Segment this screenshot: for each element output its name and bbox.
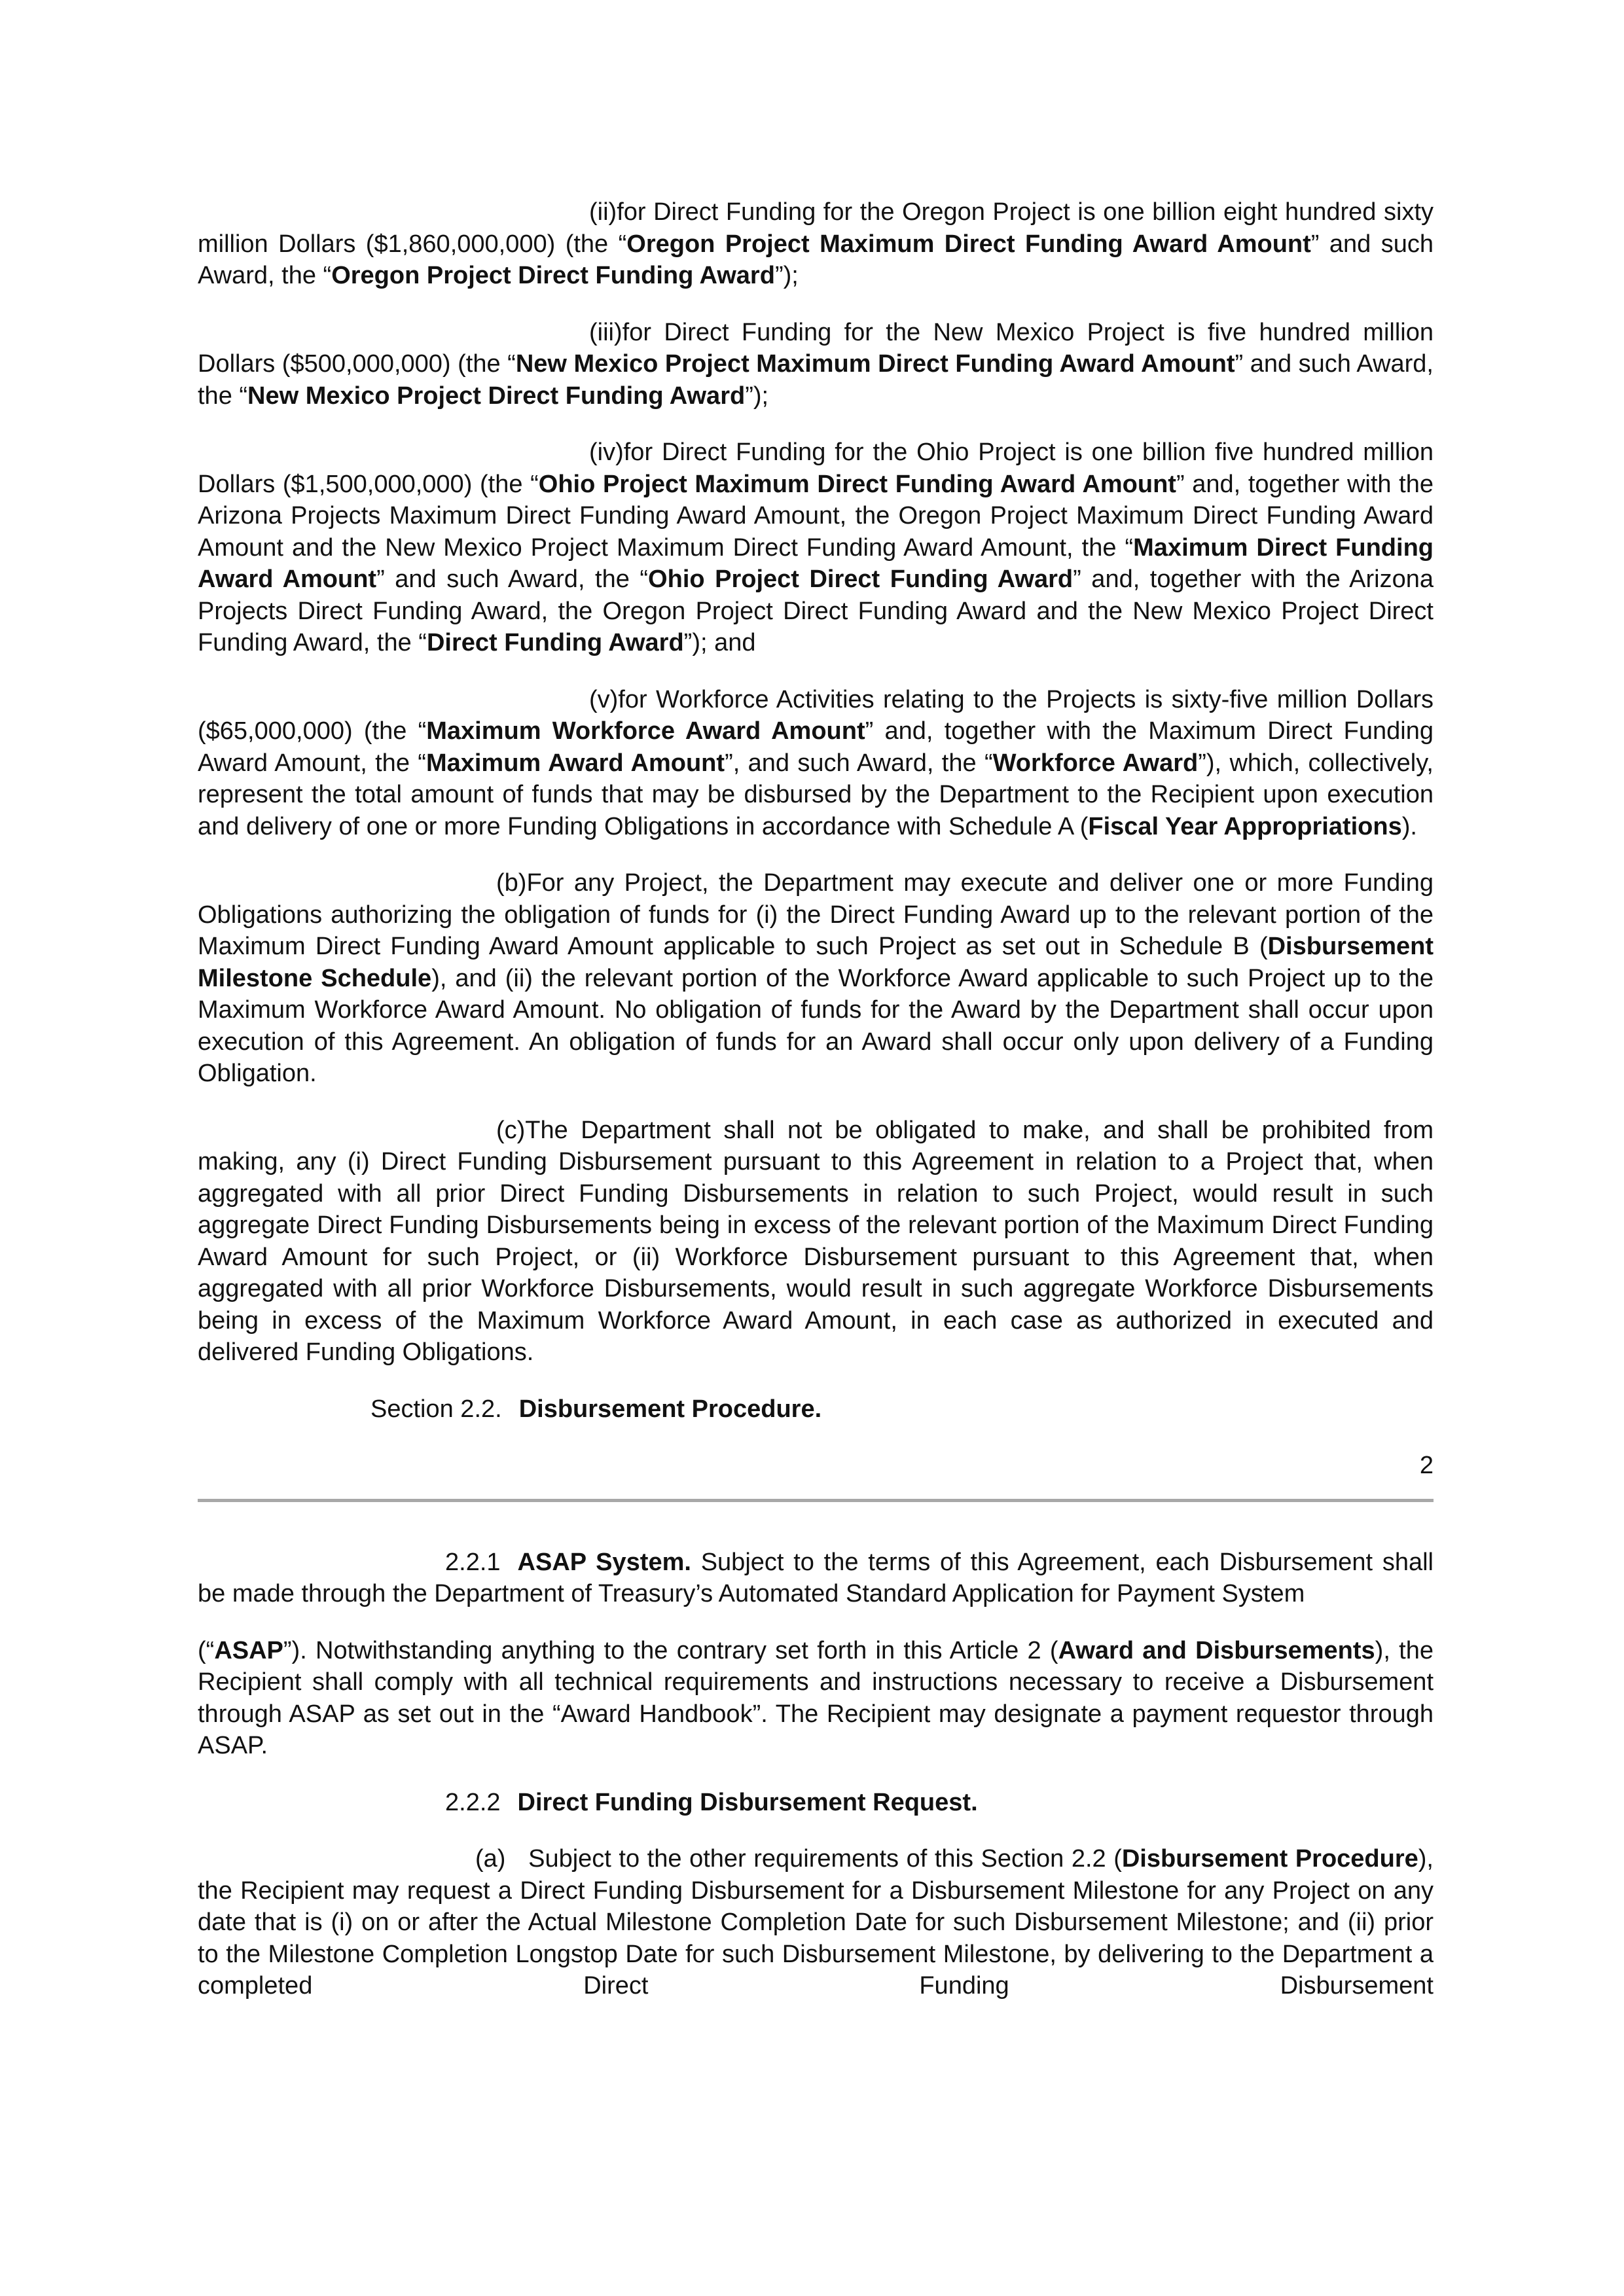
clause-text: (iii)for Direct Funding for the New Mexico Project is five hundred million Dollars ($500,000,000) (the “ xyxy=(198,318,1434,378)
clause-c-limits xyxy=(198,1115,1434,1369)
clause-text: (ii)for Direct Funding for the Oregon Project is one billion eight hundred sixty million Dollars ($1,860,000,000) (the “ xyxy=(198,198,1434,258)
clause-text: ”), which, collectively, represent the total amount of funds that may be disbursed by the Department to the Recipient upon execution and delivery of one or more Funding Obligations in accordance with Schedule A ( xyxy=(198,749,1434,840)
clause-text: ”). Notwithstanding anything to the contrary set forth in this Article 2 ( xyxy=(283,1636,1058,1664)
clause-text: (v)for Workforce Activities relating to the Projects is sixty-five million Dollars ($65,000,000) (the “ xyxy=(198,685,1434,745)
clause-text: (iv)for Direct Funding for the Ohio Project is one billion five hundred million Dollars ($1,500,000,000) (the “ xyxy=(198,439,1434,498)
page-number: 2 xyxy=(1419,1452,1434,1479)
subsection-heading-2-2-2 xyxy=(198,1787,1434,1819)
defined-term: Ohio Project Direct Funding Award xyxy=(648,565,1074,593)
clause-text: Subject to the terms of this Agreement, each Disbursement shall be made through the Department of Treasury’s Automated Standard Application for Payment System xyxy=(198,1548,1434,1607)
clause-text: ”); xyxy=(745,382,769,410)
clause-text: ), the Recipient may request a Direct Funding Disbursement for a Disbursement Milestone for any Project on any date that is (i) on or after the Actual Milestone Completion Date for such Disbursement Milestone; and (ii) prior to the Milestone Completion Longstop Date for such Disbursement Milestone, by delivering to the Department a completed Direct Funding Disbursement xyxy=(198,1845,1441,2000)
clause-text: ”); xyxy=(774,262,799,289)
defined-term: Maximum Workforce Award Amount xyxy=(426,717,865,745)
defined-term: New Mexico Project Direct Funding Award xyxy=(247,382,746,410)
clause-text: (c)The Department shall not be obligated to make, and shall be prohibited from making, any (i) Direct Funding Disbursement pursuant to this Agreement in relation to a Project that, when aggregated with all prior Direct Funding Disbursements in relation to such Project, would result in such aggregate Direct Funding Disbursements being in excess of the relevant portion of the Maximum Direct Funding Award Amount for such Project, or (ii) Workforce Disbursement pursuant to this Agreement that, when aggregated with all prior Workforce Disbursements, would result in such aggregate Workforce Disbursements being in excess of the Maximum Workforce Award Amount, in each case as authorized in executed and delivered Funding Obligations. xyxy=(198,1116,1434,1366)
clause-text: (a) Subject to the other requirements of this Section 2.2 ( xyxy=(475,1845,1122,1873)
defined-term: Oregon Project Maximum Direct Funding Award Amount xyxy=(626,230,1311,258)
page-divider xyxy=(198,1499,1434,1502)
section-heading xyxy=(198,1393,1434,1426)
clause-text: ” and such Award, the “ xyxy=(198,350,1434,410)
subsection-title: Direct Funding Disbursement Request. xyxy=(517,1788,978,1816)
clause-a-disbursement-request xyxy=(198,1843,1441,2002)
clause-text: ), the Recipient shall comply with all technical requirements and instructions necessary to receive a Disbursement through ASAP as set out in the “Award Handbook”. The Recipient may designate a payment requestor through ASAP. xyxy=(198,1636,1434,1759)
defined-term: Maximum Award Amount xyxy=(425,749,725,777)
defined-term: ASAP xyxy=(214,1636,283,1664)
clause-iii-new-mexico xyxy=(198,317,1434,412)
clause-text: (“ xyxy=(198,1636,215,1664)
clause-iv-ohio xyxy=(198,437,1434,659)
clause-text: ” and, together with the Arizona Projects Maximum Direct Funding Award Amount, the Oregon Project Maximum Direct Funding Award Amount and the New Mexico Project Maximum Direct Funding Award Amount, the “ xyxy=(198,470,1434,562)
section-title: Disbursement Procedure. xyxy=(518,1395,822,1423)
clause-text: ” and, together with the Arizona Projects Direct Funding Award, the Oregon Project Direct Funding Award and the New Mexico Project Direct Funding Award, the “ xyxy=(198,565,1434,656)
subsection-number: 2.2.1 xyxy=(445,1548,501,1576)
clause-text: ” and, together with the Maximum Direct Funding Award Amount, the “ xyxy=(198,717,1434,777)
defined-term: Maximum Direct Funding Award Amount xyxy=(198,533,1434,593)
defined-term: Disbursement Procedure xyxy=(1121,1845,1418,1873)
clause-text: ). xyxy=(1401,812,1417,840)
clause-text: ”, and such Award, the “ xyxy=(725,749,993,777)
defined-term: Disbursement Milestone Schedule xyxy=(198,933,1434,992)
subsection-title: ASAP System. xyxy=(517,1548,691,1576)
clause-text: ” and such Award, the “ xyxy=(376,565,649,593)
clause-v-workforce xyxy=(198,684,1434,843)
clause-text: ” and such Award, the “ xyxy=(198,230,1434,289)
defined-term: Ohio Project Maximum Direct Funding Award Amount xyxy=(538,470,1176,498)
clause-ii-oregon xyxy=(198,196,1434,292)
section-number: Section 2.2. xyxy=(370,1395,502,1423)
defined-term: Oregon Project Direct Funding Award xyxy=(331,262,775,289)
defined-term: Award and Disbursements xyxy=(1058,1636,1375,1664)
subsection-number: 2.2.2 xyxy=(445,1788,501,1816)
defined-term: New Mexico Project Maximum Direct Funding Award Amount xyxy=(515,350,1235,378)
defined-term: Fiscal Year Appropriations xyxy=(1088,812,1402,840)
clause-text: ”); and xyxy=(683,629,756,656)
clause-text: (b)For any Project, the Department may execute and deliver one or more Funding Obligations authorizing the obligation of funds for (i) the Direct Funding Award up to the relevant portion of the Maximum Direct Funding Award Amount applicable to such Project as set out in Schedule B ( xyxy=(198,869,1434,960)
defined-term: Direct Funding Award xyxy=(426,629,684,656)
document-content xyxy=(198,196,1441,2027)
clause-b-funding-obligations xyxy=(198,867,1434,1090)
clause-text: ), and (ii) the relevant portion of the Workforce Award applicable to such Project up to the Maximum Workforce Award Amount. No obligation of funds for the Award by the Department shall occur upon execution of this Agreement. An obligation of funds for an Award shall occur only upon delivery of a Funding Obligation. xyxy=(198,964,1434,1087)
asap-paragraph xyxy=(198,1635,1434,1762)
subsection-2-2-1 xyxy=(198,1547,1434,1610)
defined-term: Workforce Award xyxy=(992,749,1199,777)
